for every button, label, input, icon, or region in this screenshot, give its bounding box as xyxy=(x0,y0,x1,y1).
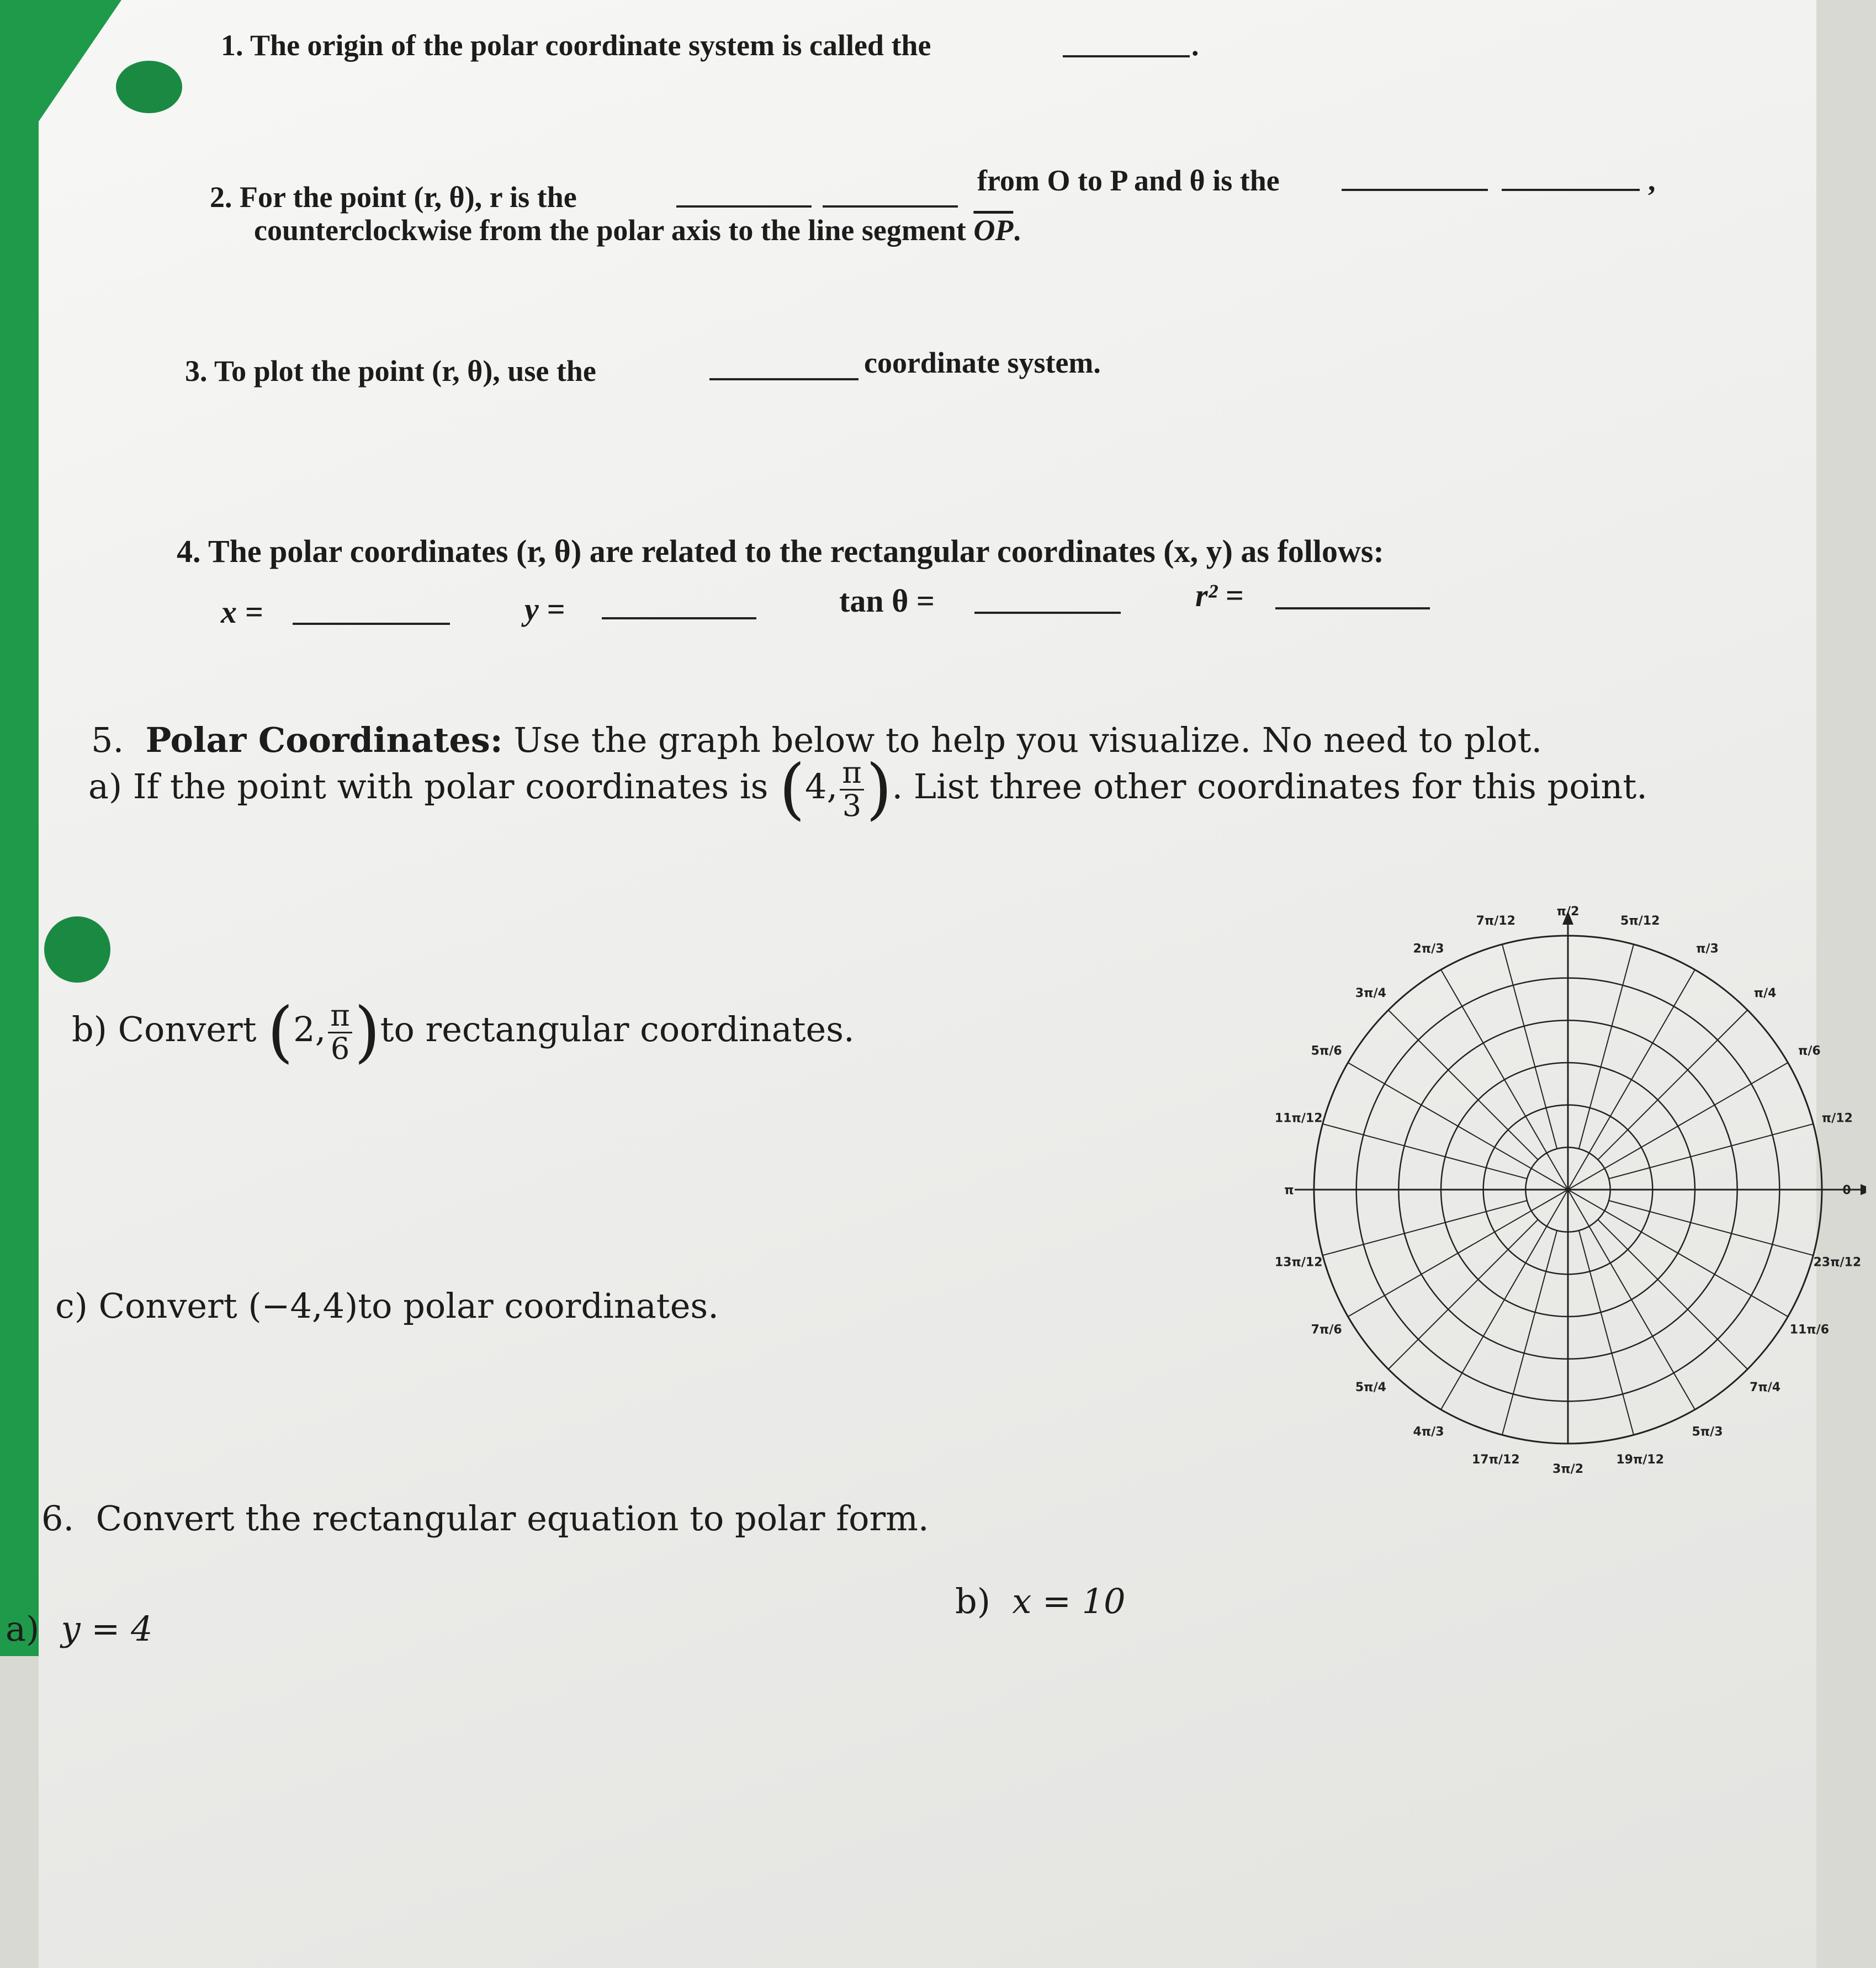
punctuation: . xyxy=(1191,29,1199,62)
y-equals-label: y = xyxy=(524,591,565,627)
angle-label: 11π/12 xyxy=(1274,1111,1323,1126)
grid-spoke xyxy=(1598,1010,1747,1160)
grid-spoke xyxy=(1579,1230,1634,1435)
grid-spoke xyxy=(1389,1219,1538,1369)
angle-label: π xyxy=(1284,1184,1294,1197)
grid-spoke xyxy=(1441,1190,1568,1409)
angle-label: 5π/6 xyxy=(1311,1044,1342,1058)
grid-spoke xyxy=(1568,1190,1788,1317)
angle-label: 5π/4 xyxy=(1355,1381,1386,1395)
green-sticker-dot xyxy=(116,61,182,113)
answer-blank[interactable] xyxy=(1275,607,1430,609)
question-3: 3. To plot the point (r, θ), use the xyxy=(185,354,596,388)
grid-spoke xyxy=(1348,1063,1568,1190)
grid-spoke xyxy=(1568,1190,1695,1409)
question-6a: a) y = 4 xyxy=(6,1609,153,1649)
punctuation: , xyxy=(1648,164,1656,197)
green-sticker-dot xyxy=(44,916,110,983)
grid-spoke xyxy=(1502,1230,1557,1435)
grid-spoke xyxy=(1441,970,1568,1190)
angle-label: 23π/12 xyxy=(1813,1255,1862,1270)
segment-op: $\overline{OP}$ xyxy=(973,214,1014,247)
question-6: 6. Convert the rectangular equation to polar form. xyxy=(41,1498,929,1539)
polar-coordinate-grid xyxy=(1270,889,1866,1496)
grid-spoke xyxy=(1579,945,1634,1149)
r-squared-label: r² = xyxy=(1195,577,1244,613)
angle-label: π/12 xyxy=(1821,1111,1853,1126)
question-3-text: coordinate system. xyxy=(864,346,1101,379)
question-2-line-2: counterclockwise from the polar axis to the line segment $\overline{OP}$. xyxy=(254,214,1021,247)
grid-spoke xyxy=(1389,1010,1538,1160)
question-5a: a) If the point with polar coordinates is (4, $\frac{\pi}{3}$ ). List three other coordinates for this point. xyxy=(88,751,1647,827)
angle-label: 19π/12 xyxy=(1616,1452,1665,1467)
angle-label: 5π/3 xyxy=(1692,1425,1723,1439)
question-4: 4. The polar coordinates (r, θ) are related to the rectangular coordinates (x, y) as follows: xyxy=(177,533,1384,569)
answer-blank[interactable] xyxy=(823,205,958,208)
answer-blank[interactable] xyxy=(1063,55,1190,57)
grid-spoke xyxy=(1502,945,1557,1149)
answer-blank[interactable] xyxy=(1342,189,1488,191)
grid-spoke xyxy=(1323,1124,1527,1179)
angle-label: 5π/12 xyxy=(1620,914,1660,929)
question-5c: c) Convert (−4,4)to polar coordinates. xyxy=(55,1286,719,1326)
answer-blank[interactable] xyxy=(974,612,1121,614)
answer-blank[interactable] xyxy=(709,378,858,380)
answer-blank[interactable] xyxy=(676,205,812,208)
grid-spoke xyxy=(1568,1063,1788,1190)
angle-label: 3π/4 xyxy=(1355,986,1386,1000)
angle-label: 7π/6 xyxy=(1311,1323,1342,1337)
angle-label: 13π/12 xyxy=(1274,1255,1323,1270)
angle-label: π/3 xyxy=(1696,942,1719,956)
angle-label: π/4 xyxy=(1753,986,1777,1000)
grid-spoke xyxy=(1598,1219,1747,1369)
angle-label: π/6 xyxy=(1798,1044,1821,1058)
question-2-line-1: 2. For the point (r, θ), r is the xyxy=(210,181,577,214)
answer-blank[interactable] xyxy=(602,617,756,619)
angle-label: 17π/12 xyxy=(1471,1452,1520,1467)
angle-label: 4π/3 xyxy=(1413,1425,1444,1439)
question-1: 1. The origin of the polar coordinate system is called the xyxy=(221,29,931,62)
angle-label: 0 xyxy=(1842,1184,1851,1197)
x-equals-label: x = xyxy=(221,594,263,630)
angle-label: 2π/3 xyxy=(1413,942,1444,956)
grid-spoke xyxy=(1609,1124,1813,1179)
angle-label: 7π/4 xyxy=(1750,1381,1781,1395)
axis-arrow xyxy=(1861,1184,1866,1195)
angle-label: 3π/2 xyxy=(1552,1462,1584,1476)
question-2-text: from O to P and θ is the xyxy=(977,164,1280,197)
question-5b: b) Convert (2, $\frac{\pi}{6}$ )to rectangular coordinates. xyxy=(72,994,855,1070)
angle-label: 7π/12 xyxy=(1476,914,1515,929)
angle-label: π/2 xyxy=(1556,905,1580,919)
answer-blank[interactable] xyxy=(1502,189,1640,191)
angle-label: 11π/6 xyxy=(1789,1323,1830,1337)
grid-spoke xyxy=(1323,1201,1527,1255)
grid-spoke xyxy=(1609,1201,1813,1255)
tan-theta-label: tan θ = xyxy=(839,583,935,619)
grid-spoke xyxy=(1568,970,1695,1190)
question-5: 5. Polar Coordinates: Use the graph below to help you visualize. No need to plot. xyxy=(91,720,1543,760)
grid-spoke xyxy=(1348,1190,1568,1317)
answer-blank[interactable] xyxy=(293,623,450,625)
green-folder-edge xyxy=(0,0,39,1656)
question-6b: b) x = 10 xyxy=(955,1581,1126,1621)
